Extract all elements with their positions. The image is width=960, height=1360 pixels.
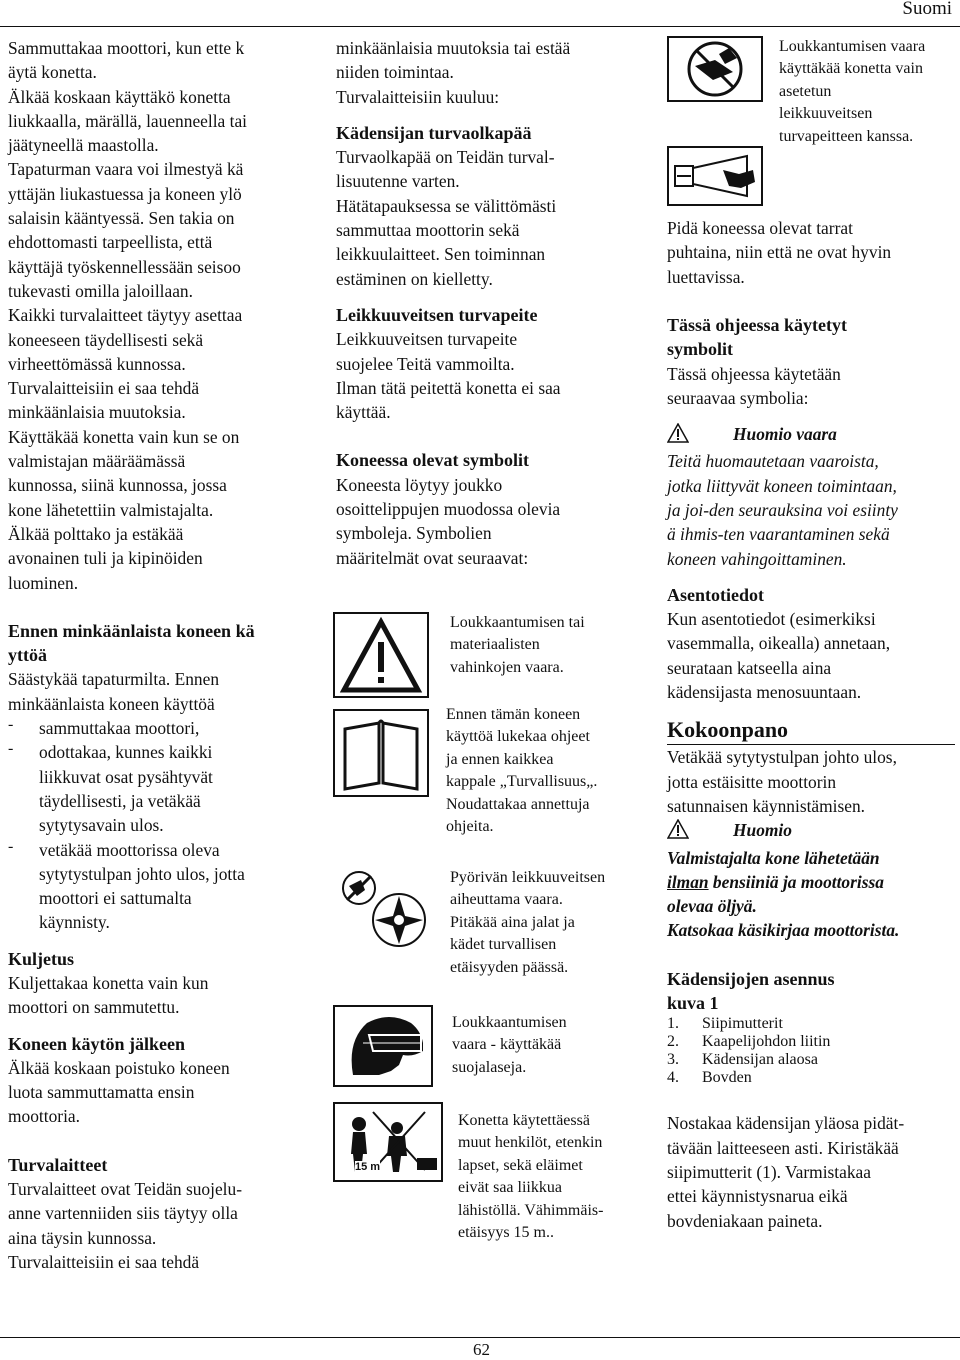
section-heading-guide-symbols: Tässä ohjeessa käytetyt bbox=[667, 314, 847, 335]
symbol-caption bbox=[446, 704, 636, 838]
text-line: Turvalaitteisiin ei saa tehdä bbox=[8, 378, 200, 399]
text-line: anne vartenniiden siis täytyy olla bbox=[8, 1203, 238, 1224]
text-line: suojelee Teitä vammoilta. bbox=[336, 353, 515, 374]
text-line: käyttäjä työskennellessään seisoo bbox=[8, 256, 241, 277]
open-book-icon bbox=[333, 709, 429, 797]
text-line: ä ihmis-ten vaarantaminen sekä bbox=[667, 524, 890, 545]
list-item bbox=[667, 1033, 957, 1051]
warning-triangle-icon bbox=[667, 819, 691, 845]
text-line: eivät saa liikkua bbox=[458, 1179, 562, 1197]
text-line: Vetäkää sytytystulpan johto ulos, bbox=[667, 747, 897, 768]
rotating-blade-icon bbox=[335, 866, 431, 952]
text-line: käynnisty. bbox=[39, 912, 110, 933]
list-number: 2. bbox=[667, 1033, 679, 1051]
danger-label: Huomio vaara bbox=[733, 424, 837, 445]
text-line: osoittelippujen muodossa olevia bbox=[336, 499, 561, 520]
text-line: asetetun bbox=[779, 82, 832, 100]
text-line: kunnossa, siinä kunnossa, jossa bbox=[8, 475, 227, 496]
list-item-label: Siipimutterit bbox=[702, 1015, 783, 1033]
text-line: Loukkaantumisen tai bbox=[450, 614, 585, 631]
text-span: bensiiniä ja moottorissa bbox=[708, 871, 884, 892]
text-line: minkäänlaisia muutoksia tai estää bbox=[336, 38, 571, 58]
section-heading-machine-symbols: Koneessa olevat symbolit bbox=[336, 450, 529, 471]
text-line: etäisyys 15 m.. bbox=[458, 1224, 554, 1242]
text-line: etäisyyden päässä. bbox=[450, 958, 569, 976]
text-line: luettavissa. bbox=[667, 266, 745, 287]
text-line: jäätyneellä maastolla. bbox=[8, 135, 159, 156]
list-number: 1. bbox=[667, 1015, 679, 1033]
text-line: moottori ei sattumalta bbox=[39, 888, 192, 909]
list-number: 3. bbox=[667, 1051, 679, 1069]
text-line: Pitäkää aina jalat ja bbox=[450, 913, 575, 931]
text-line: Kun asentotiedot (esimerkiksi bbox=[667, 609, 876, 630]
text-line: sammuttakaa moottori, bbox=[39, 718, 200, 739]
text-line: minkäänlaista koneen käyttöä bbox=[8, 693, 215, 714]
col1-intro bbox=[8, 36, 308, 595]
section-heading-assembly: Kokoonpano bbox=[667, 716, 955, 745]
text-line: Turvalaitteisiin kuuluu: bbox=[336, 86, 500, 107]
text-line: Katsokaa käsikirjaa moottorista. bbox=[667, 920, 900, 941]
distance-15m-icon bbox=[333, 1102, 443, 1182]
page-language-label: Suomi bbox=[902, 0, 952, 19]
text-line: lähistöllä. Vähimmäis- bbox=[458, 1201, 604, 1219]
text-line: Loukkantumisen vaara bbox=[779, 38, 926, 55]
text-line: vetäkää moottorissa oleva bbox=[39, 839, 220, 860]
symbol-caption bbox=[450, 612, 640, 679]
text-line: moottori on sammutettu. bbox=[8, 997, 180, 1018]
section-heading-transport: Kuljetus bbox=[8, 948, 75, 969]
distance-badge: 15 m bbox=[355, 1161, 381, 1173]
text-line: avonainen tuli ja kipinöiden bbox=[8, 548, 203, 569]
text-line: odottakaa, kunnes kaikki bbox=[39, 742, 213, 763]
text-line: sytytystulpan johto ulos, jotta bbox=[39, 863, 245, 884]
text-line: seurataan katseella aina bbox=[667, 657, 832, 678]
text-line: aina täysin kunnossa. bbox=[8, 1227, 157, 1248]
text-line: äytä konetta. bbox=[8, 62, 97, 83]
text-line: estäminen on kielletty. bbox=[336, 268, 493, 289]
text-line: tukevasti omilla jaloillaan. bbox=[8, 280, 193, 301]
text-line bbox=[667, 870, 957, 894]
text-line: Valmistajalta kone lähetetään bbox=[667, 847, 880, 868]
text-line: ettei käynnistysnarua eikä bbox=[667, 1186, 848, 1207]
text-line: ja joi-den seurauksina voi esiinty bbox=[667, 500, 898, 520]
protective-goggles-icon bbox=[333, 1005, 433, 1087]
dash-marker: - bbox=[8, 740, 14, 758]
text-line: niiden toimintaa. bbox=[336, 62, 454, 83]
text-line: bovdeniakaan paineta. bbox=[667, 1210, 823, 1231]
section-heading-position: Asentotiedot bbox=[667, 584, 764, 605]
text-line: Turvaolkapää on Teidän turval- bbox=[336, 147, 555, 168]
text-line: sytytysavain ulos. bbox=[39, 815, 164, 836]
list-item bbox=[667, 1069, 957, 1087]
text-line: kädet turvallisen bbox=[450, 936, 557, 954]
text-line: satunnaisen käynnistämisen. bbox=[667, 795, 866, 816]
warning-triangle-icon bbox=[667, 423, 691, 449]
dash-marker: - bbox=[8, 837, 14, 855]
text-line: käyttöä lukekaa ohjeet bbox=[446, 728, 590, 746]
dash-marker: - bbox=[8, 716, 14, 734]
text-line: ohjeita. bbox=[446, 818, 494, 836]
list-number: 4. bbox=[667, 1069, 679, 1087]
text-line: leikkuulaitteet. Sen toiminnan bbox=[336, 244, 546, 265]
text-line: määritelmät ovat seuraavat: bbox=[336, 547, 529, 568]
text-line: virheettömässä kunnossa. bbox=[8, 353, 186, 374]
emphasis-underlined: ilman bbox=[667, 871, 709, 892]
text-line: Ennen tämän koneen bbox=[446, 706, 581, 723]
text-line: jotka liittyvät koneen toimintaan, bbox=[667, 475, 897, 496]
text-line: minkäänlaisia muutoksia. bbox=[8, 402, 186, 423]
text-line: aiheuttama vaara. bbox=[450, 891, 563, 909]
text-line: koneen vahingoittaminen. bbox=[667, 548, 847, 569]
dash-list-item bbox=[8, 838, 308, 935]
text-line: tävään laitteeseen asti. Kiristäkää bbox=[667, 1137, 899, 1158]
text-line: koneeseen täydellisesti sekä bbox=[8, 329, 204, 350]
list-item-label: Bovden bbox=[702, 1069, 752, 1087]
text-line: Teitä huomautetaan vaaroista, bbox=[667, 451, 879, 472]
text-line: Älkää polttako ja estäkää bbox=[8, 523, 184, 544]
column-2 bbox=[336, 36, 636, 570]
text-line: vahinkojen vaara. bbox=[450, 658, 564, 676]
text-line: sammuttaa moottorin sekä bbox=[336, 220, 520, 241]
note-title bbox=[667, 818, 957, 845]
text-line: Kuljettakaa konetta vain kun bbox=[8, 972, 209, 993]
dash-list-item bbox=[8, 740, 308, 837]
symbol-caption bbox=[779, 36, 957, 148]
warning-triangle-icon bbox=[333, 612, 429, 698]
text-line: Pidä koneessa olevat tarrat bbox=[667, 218, 853, 239]
text-line: valmistajan määräämässä bbox=[8, 451, 186, 472]
text-line: turvapeitteen kanssa. bbox=[779, 127, 914, 145]
text-line: yttäjän liukastuessa ja koneen ylö bbox=[8, 183, 242, 204]
text-line: leikkuuveitsen bbox=[779, 105, 873, 123]
page-number: 62 bbox=[473, 1340, 490, 1359]
text-line: symboleja. Symbolien bbox=[336, 523, 492, 544]
text-line: käyttää. bbox=[336, 402, 391, 423]
figure-reference: kuva 1 bbox=[667, 993, 719, 1014]
text-line: täydellisesti, ja vetäkää bbox=[39, 790, 201, 811]
text-line: Käyttäkää konetta vain kun se on bbox=[8, 426, 240, 447]
text-line: Nostakaa kädensijan yläosa pidät- bbox=[667, 1113, 905, 1134]
text-line: Noudattakaa annettuja bbox=[446, 795, 590, 813]
text-line: Koneesta löytyy joukko bbox=[336, 474, 503, 495]
footer-rule bbox=[0, 1337, 960, 1338]
text-line: puhtaina, niin että ne ovat hyvin bbox=[667, 242, 892, 263]
text-line: Älkää koskaan poistuko koneen bbox=[8, 1057, 230, 1078]
symbol-caption bbox=[450, 867, 640, 979]
text-line: kone lähetettiin valmistajalta. bbox=[8, 499, 214, 520]
text-line: käyttäkää konetta vain bbox=[779, 60, 923, 78]
text-line: Hätätapauksessa se välittömästi bbox=[336, 195, 557, 216]
list-item-label: Kaapelijohdon liitin bbox=[702, 1033, 831, 1051]
text-line: ja ennen kaikkea bbox=[446, 750, 554, 768]
text-line: luominen. bbox=[8, 572, 79, 593]
text-line: moottoria. bbox=[8, 1106, 80, 1127]
list-item bbox=[667, 1015, 957, 1033]
text-line: Sammuttakaa moottori, kun ette k bbox=[8, 38, 245, 58]
section-heading-before-use: Ennen minkäänlaista koneen kä bbox=[8, 620, 255, 641]
section-heading-blade-guard: Leikkuuveitsen turvapeite bbox=[336, 304, 538, 325]
column-3 bbox=[667, 36, 957, 1233]
text-line: kädensijasta menosuuntaan. bbox=[667, 682, 862, 703]
text-line: vaara - käyttäkää bbox=[452, 1036, 562, 1054]
text-line: Pyörivän leikkuuveitsen bbox=[450, 869, 606, 886]
text-line: Ilman tätä peitettä konetta ei saa bbox=[336, 377, 561, 398]
section-heading-after-use: Koneen käytön jälkeen bbox=[8, 1033, 186, 1054]
symbol-caption bbox=[452, 1012, 642, 1079]
text-line: Älkää koskaan käyttäkö konetta bbox=[8, 86, 231, 107]
text-line: Kaikki turvalaitteet täytyy asettaa bbox=[8, 305, 243, 326]
text-line: seuraavaa symbolia: bbox=[667, 387, 809, 408]
text-line: olevaa öljyä. bbox=[667, 896, 757, 917]
text-line: luota sammuttamatta ensin bbox=[8, 1082, 195, 1103]
section-heading-guide-symbols-cont: symbolit bbox=[667, 339, 734, 360]
text-line: Konetta käytettäessä bbox=[458, 1112, 590, 1129]
section-heading-handle-assembly: Kädensijojen asennus bbox=[667, 968, 835, 989]
text-line: kappale „Turvallisuus„. bbox=[446, 773, 598, 791]
section-heading-safety-devices: Turvalaitteet bbox=[8, 1154, 108, 1175]
text-line: Leikkuuveitsen turvapeite bbox=[336, 329, 518, 350]
symbol-caption bbox=[458, 1110, 648, 1244]
text-line: Tässä ohjeessa käytetään bbox=[667, 363, 841, 384]
danger-note-title bbox=[667, 422, 957, 449]
text-line: Turvalaitteet ovat Teidän suojelu- bbox=[8, 1179, 242, 1200]
header-rule bbox=[0, 26, 960, 27]
text-line: lapset, sekä eläimet bbox=[458, 1156, 583, 1174]
text-line: ehdottomasti tarpeellista, että bbox=[8, 232, 213, 253]
column-1 bbox=[8, 36, 308, 1274]
text-line: lisuutenne varten. bbox=[336, 171, 460, 192]
text-line: salaisin kääntyessä. Sen takia on bbox=[8, 208, 235, 229]
text-line: Tapaturman vaara voi ilmestyä kä bbox=[8, 159, 244, 180]
text-line: liikkuvat osat pysähtyvät bbox=[39, 766, 213, 787]
dash-list-item bbox=[8, 716, 308, 740]
text-line: muut henkilöt, etenkin bbox=[458, 1134, 603, 1152]
text-line: Säästykää tapaturmilta. Ennen bbox=[8, 669, 220, 690]
text-line: Turvalaitteisiin ei saa tehdä bbox=[8, 1251, 200, 1272]
section-heading-handle-safety: Kädensijan turvaolkapää bbox=[336, 122, 532, 143]
text-line: vasemmalla, oikealla) annetaan, bbox=[667, 633, 891, 654]
section-heading-before-use-cont: yttöä bbox=[8, 645, 47, 666]
text-line: jotta estäisitte moottorin bbox=[667, 771, 837, 792]
list-item bbox=[667, 1051, 957, 1069]
list-item-label: Kädensijan alaosa bbox=[702, 1051, 818, 1069]
text-line: liukkaalla, märällä, lauenneella tai bbox=[8, 110, 248, 131]
text-line: siipimutterit (1). Varmistakaa bbox=[667, 1161, 871, 1182]
text-line: Loukkaantumisen bbox=[452, 1014, 567, 1031]
text-line: suojalaseja. bbox=[452, 1058, 527, 1076]
note-label: Huomio bbox=[733, 820, 792, 841]
text-line: materiaalisten bbox=[450, 636, 540, 654]
